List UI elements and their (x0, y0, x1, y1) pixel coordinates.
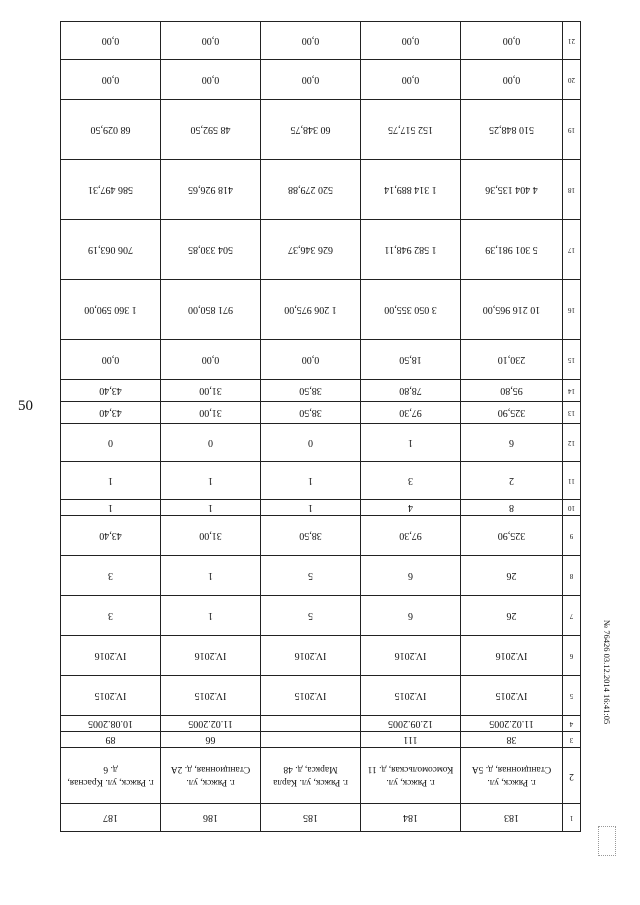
table-cell: IV.2016 (361, 636, 461, 676)
table-cell: 510 848,25 (461, 100, 563, 160)
table-cell: 1 360 590,00 (61, 280, 161, 340)
table-row-column-2 (61, 748, 581, 804)
table-cell: 26 (461, 596, 563, 636)
table-row-column-5 (61, 676, 581, 716)
table-cell: 38 (461, 732, 563, 748)
table-cell: 43,40 (61, 516, 161, 556)
table-cell: 0,00 (461, 22, 563, 60)
table-cell: IV.2015 (361, 676, 461, 716)
table-row-column-12 (61, 424, 581, 462)
table-cell: 0 (61, 424, 161, 462)
table-cell: 0,00 (461, 60, 563, 100)
table-cell: 187 (61, 804, 161, 832)
table-cell: 1 206 975,00 (261, 280, 361, 340)
table-cell: 31,00 (161, 380, 261, 402)
table-cell: 60 348,75 (261, 100, 361, 160)
table-cell: г. Ряжск, ул. Карла Маркса, д. 48 (261, 748, 361, 804)
column-number: 8 (563, 556, 581, 596)
table-cell: 1 (161, 462, 261, 500)
table-cell: 0,00 (261, 340, 361, 380)
footer-registration-text: № 76426 03.12.2014 16:41:05 (602, 620, 612, 725)
table-cell: 230,10 (461, 340, 563, 380)
table-cell: 626 346,37 (261, 220, 361, 280)
table-cell: 43,40 (61, 380, 161, 402)
table-row-column-6 (61, 636, 581, 676)
column-number: 15 (563, 340, 581, 380)
table-cell: 1 582 948,11 (361, 220, 461, 280)
table-cell: IV.2015 (461, 676, 563, 716)
table-cell: 11.02.2005 (161, 716, 261, 732)
table-cell: 971 850,00 (161, 280, 261, 340)
table-cell: 38,50 (261, 516, 361, 556)
table-cell: г. Ряжск, ул. Красная, д. 6 (61, 748, 161, 804)
table-cell: 183 (461, 804, 563, 832)
table-cell: 1 (161, 556, 261, 596)
table-cell: 66 (161, 732, 261, 748)
table-cell: 43,40 (61, 402, 161, 424)
document-footer (598, 620, 612, 830)
table-row-column-3 (61, 732, 581, 748)
table-cell: 0,00 (61, 22, 161, 60)
column-number: 11 (563, 462, 581, 500)
table-cell: 325,90 (461, 402, 563, 424)
table-cell: 111 (361, 732, 461, 748)
table-cell: IV.2016 (261, 636, 361, 676)
column-number: 18 (563, 160, 581, 220)
table-cell: 1 (161, 596, 261, 636)
table-cell: 18,50 (361, 340, 461, 380)
column-number: 2 (563, 748, 581, 804)
table-cell: 89 (61, 732, 161, 748)
table-cell: 5 301 981,39 (461, 220, 563, 280)
table-cell: 95,80 (461, 380, 563, 402)
column-number: 5 (563, 676, 581, 716)
table-cell: 0,00 (261, 22, 361, 60)
table-cell: 31,00 (161, 402, 261, 424)
table-cell: 38,50 (261, 380, 361, 402)
table-cell: IV.2016 (61, 636, 161, 676)
column-number: 21 (563, 22, 581, 60)
table-cell: 0,00 (61, 60, 161, 100)
table-row-column-21 (61, 22, 581, 60)
table-cell: г. Ряжск, ул. Комсомольская, д. 11 (361, 748, 461, 804)
table-cell: 97,30 (361, 402, 461, 424)
table-cell: г. Ряжск, ул. Станционная, д. 2А (161, 748, 261, 804)
table-cell: 68 029,50 (61, 100, 161, 160)
table-cell: г. Ряжск, ул. Станционная, д. 5А (461, 748, 563, 804)
column-number: 13 (563, 402, 581, 424)
table-cell: 418 926,65 (161, 160, 261, 220)
table-cell: 97,30 (361, 516, 461, 556)
table-row-column-13 (61, 402, 581, 424)
table-row-column-4 (61, 716, 581, 732)
table-cell: 26 (461, 556, 563, 596)
table-cell: 3 (61, 596, 161, 636)
column-number: 19 (563, 100, 581, 160)
table-cell (261, 732, 361, 748)
table-cell (261, 716, 361, 732)
table-cell: 2 (461, 462, 563, 500)
table-cell: 706 063,19 (61, 220, 161, 280)
table-cell: 504 330,85 (161, 220, 261, 280)
table-cell: 5 (261, 596, 361, 636)
table-row-column-18 (61, 160, 581, 220)
table-cell: 1 (61, 462, 161, 500)
table-cell: 5 (261, 556, 361, 596)
column-number: 1 (563, 804, 581, 832)
column-number: 7 (563, 596, 581, 636)
table-cell: 1 (261, 462, 361, 500)
table-cell: 1 314 889,14 (361, 160, 461, 220)
table-cell: 12.09.2005 (361, 716, 461, 732)
table-cell: IV.2015 (61, 676, 161, 716)
table-cell: 10 216 965,00 (461, 280, 563, 340)
column-number: 4 (563, 716, 581, 732)
table-cell: 6 (461, 424, 563, 462)
table-row-column-1 (61, 804, 581, 832)
table-cell: 0,00 (161, 340, 261, 380)
column-number: 10 (563, 500, 581, 516)
table-cell: 38,50 (261, 402, 361, 424)
housing-data-table (60, 21, 581, 832)
column-number: 14 (563, 380, 581, 402)
table-cell: 4 (361, 500, 461, 516)
table-cell: 185 (261, 804, 361, 832)
table-row-column-17 (61, 220, 581, 280)
table-cell: 78,80 (361, 380, 461, 402)
table-cell: 31,00 (161, 516, 261, 556)
table-cell: 3 (61, 556, 161, 596)
table-cell: 1 (361, 424, 461, 462)
table-row-column-20 (61, 60, 581, 100)
table-cell: IV.2016 (161, 636, 261, 676)
column-number: 17 (563, 220, 581, 280)
table-row-column-15 (61, 340, 581, 380)
table-row-column-10 (61, 500, 581, 516)
table-cell: IV.2015 (161, 676, 261, 716)
column-number: 16 (563, 280, 581, 340)
table-row-column-7 (61, 596, 581, 636)
table-cell: 152 517,75 (361, 100, 461, 160)
table-cell: 3 (361, 462, 461, 500)
column-number: 3 (563, 732, 581, 748)
table-cell: 1 (261, 500, 361, 516)
table-cell: 8 (461, 500, 563, 516)
table-cell: 4 404 135,36 (461, 160, 563, 220)
table-cell: 184 (361, 804, 461, 832)
table-cell: 520 279,88 (261, 160, 361, 220)
column-number: 20 (563, 60, 581, 100)
table-cell: 0,00 (361, 60, 461, 100)
table-row-column-8 (61, 556, 581, 596)
table-row-column-16 (61, 280, 581, 340)
table-row-column-14 (61, 380, 581, 402)
table-row-column-19 (61, 100, 581, 160)
table-cell: 0,00 (161, 60, 261, 100)
table-cell: 186 (161, 804, 261, 832)
table-cell: 0,00 (161, 22, 261, 60)
table-cell: 0 (161, 424, 261, 462)
table-cell: 6 (361, 596, 461, 636)
table-cell: 586 497,31 (61, 160, 161, 220)
column-number: 6 (563, 636, 581, 676)
table-row-column-11 (61, 462, 581, 500)
table-cell: 1 (161, 500, 261, 516)
column-number: 12 (563, 424, 581, 462)
table-cell: 0,00 (361, 22, 461, 60)
table-cell: 0,00 (61, 340, 161, 380)
table-cell: 3 050 355,00 (361, 280, 461, 340)
stamp-mark (598, 826, 616, 856)
table-cell: 0 (261, 424, 361, 462)
page-number: 50 (18, 398, 33, 414)
table-cell: IV.2016 (461, 636, 563, 676)
table-cell: 1 (61, 500, 161, 516)
table-row-column-9 (61, 516, 581, 556)
column-number: 9 (563, 516, 581, 556)
table-cell: 6 (361, 556, 461, 596)
table-cell: 11.02.2005 (461, 716, 563, 732)
table-cell: 48 592,50 (161, 100, 261, 160)
table-cell: 325,90 (461, 516, 563, 556)
table-cell: 0,00 (261, 60, 361, 100)
table-cell: 10.08.2005 (61, 716, 161, 732)
table-cell: IV.2015 (261, 676, 361, 716)
